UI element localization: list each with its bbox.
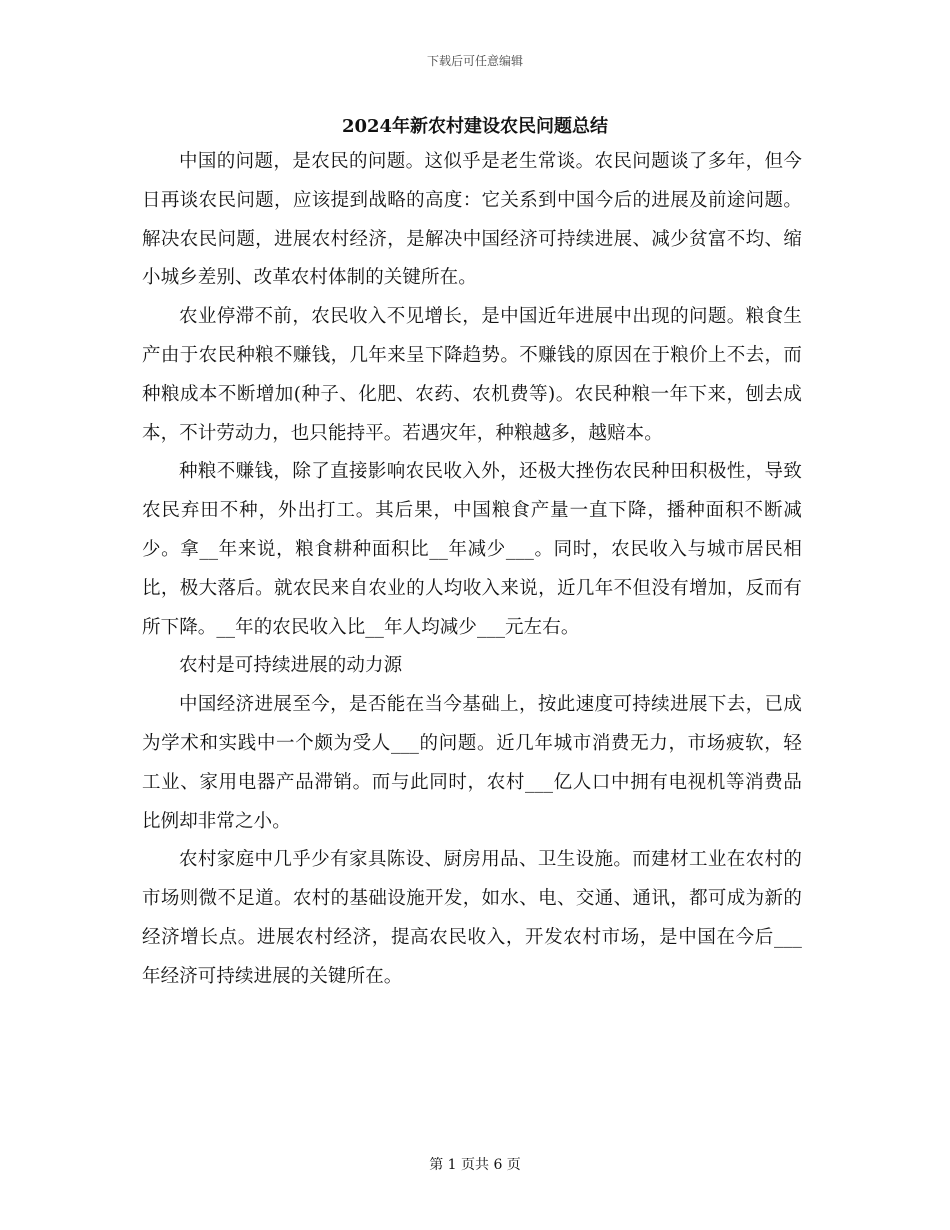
page-footer: 第 1 页共 6 页 xyxy=(429,1157,521,1173)
paragraph-3: 种粮不赚钱，除了直接影响农民收入外，还极大挫伤农民种田积极性，导致农民弃田不种，外出打工。其后果，中国粮食产量一直下降，播种面积不断减少。拿__年来说，粮食耕种面积比__年减少___。同时，农民收入与城市居民相比，极大落后。就农民来自农业的人均收入来说，近几年不但没有增加，反而有所下降。__年的农民收入比__年人均减少___元左右。 xyxy=(142,461,802,638)
paragraph-2: 农业停滞不前，农民收入不见增长，是中国近年进展中出现的问题。粮食生产由于农民种粮不赚钱，几年来呈下降趋势。不赚钱的原因在于粮价上不去，而种粮成本不断增加(种子、化肥、农药、农机费等)。农民种粮一年下来，刨去成本，不计劳动力，也只能持平。若遇灾年，种粮越多，越赔本。 xyxy=(142,306,802,444)
paragraph-1: 中国的问题，是农民的问题。这似乎是老生常谈。农民问题谈了多年，但今日再谈农民问题，应该提到战略的高度：它关系到中国今后的进展及前途问题。解决农民问题，进展农村经济，是解决中国经济可持续进展、减少贫富不均、缩小城乡差别、改革农村体制的关键所在。 xyxy=(142,151,802,289)
paragraph-4: 中国经济进展至今，是否能在当今基础上，按此速度可持续进展下去，已成为学术和实践中一个颇为受人___的问题。近几年城市消费无力，市场疲软，轻工业、家用电器产品滞销。而与此同时，农村___亿人口中拥有电视机等消费品比例却非常之小。 xyxy=(142,694,802,832)
section-heading-paragraph: 农村是可持续进展的动力源 xyxy=(179,655,403,677)
paragraph-5: 农村家庭中几乎少有家具陈设、厨房用品、卫生设施。而建材工业在农村的市场则微不足道。农村的基础设施开发，如水、电、交通、通讯，都可成为新的经济增长点。进展农村经济，提高农民收入，开发农村市场，是中国在今后___年经济可持续进展的关键所在。 xyxy=(142,849,802,987)
document-body xyxy=(142,143,802,997)
document-title: 2024年新农村建设农民问题总结 xyxy=(341,116,609,137)
header-note: 下载后可任意编辑 xyxy=(426,54,523,68)
